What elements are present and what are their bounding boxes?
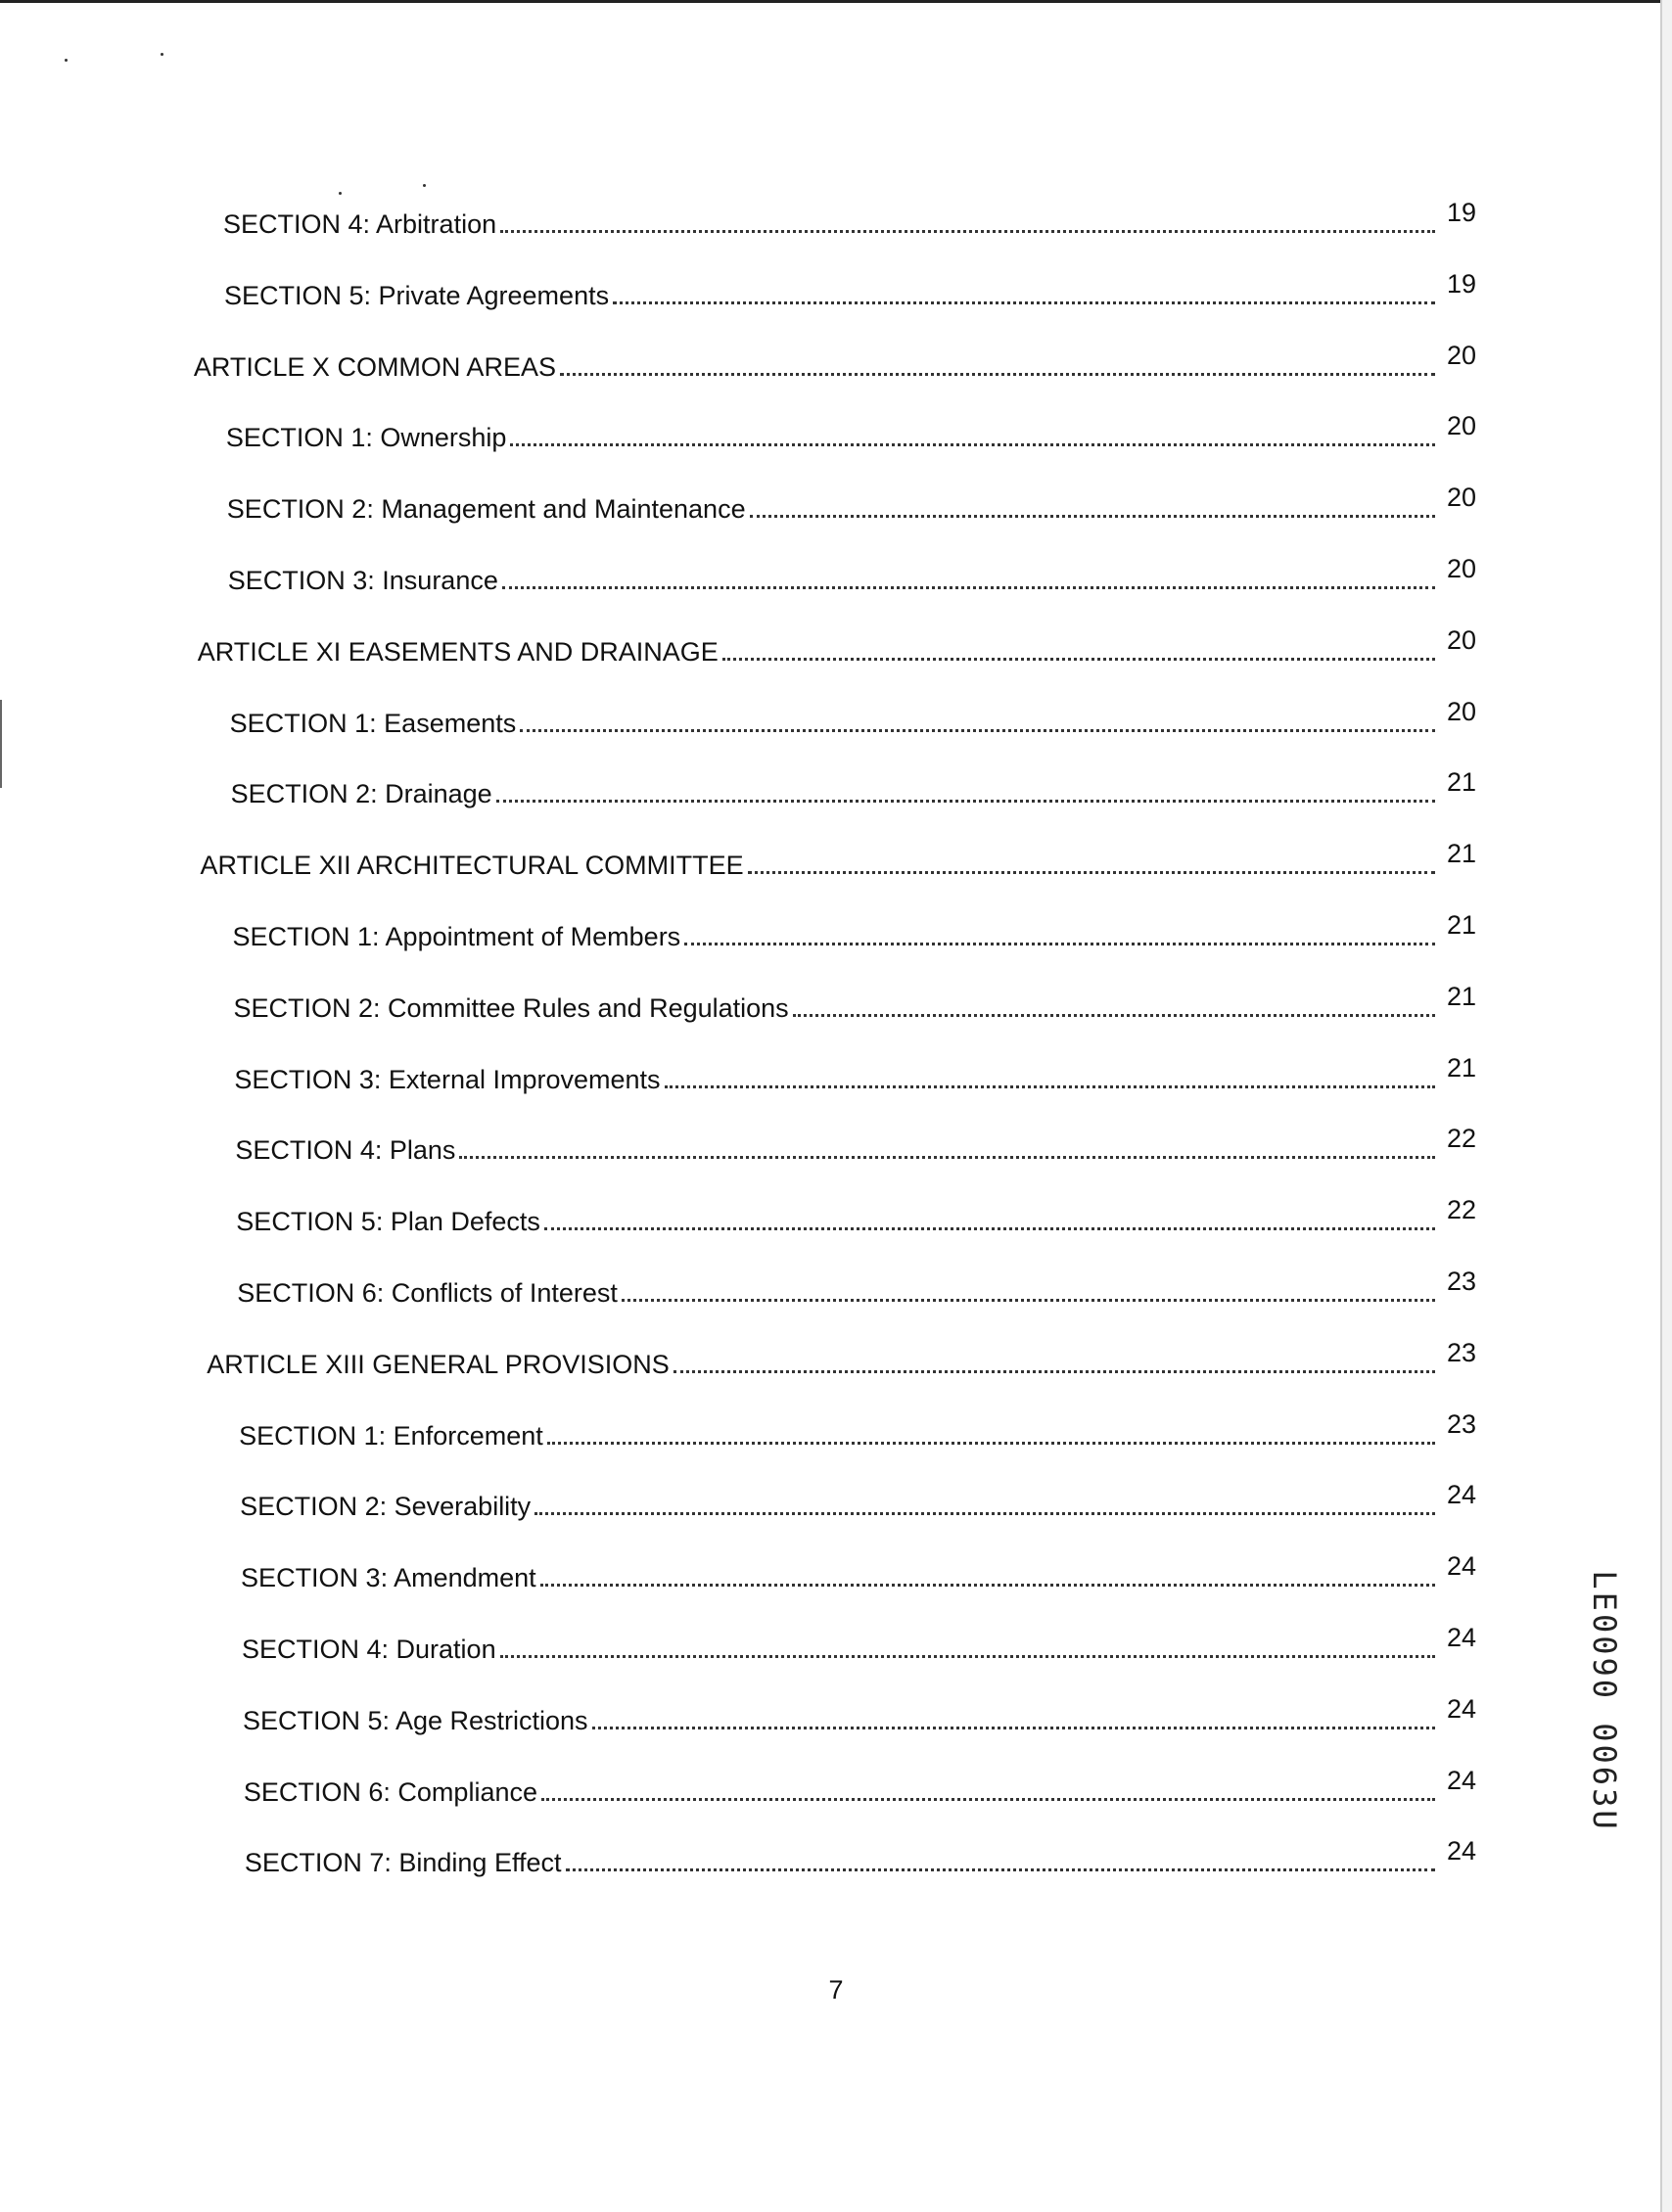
toc-entry-page: 24 [1446,1551,1476,1582]
toc-entry-title: SECTION 3: Insurance [227,566,498,595]
toc-entry-page: 23 [1446,1267,1476,1296]
toc-leader-dots [665,1085,1435,1088]
toc-entry [225,411,1476,453]
toc-entry-page: 20 [1446,483,1476,513]
toc-leader-dots [592,1727,1435,1729]
toc-leader-dots [459,1156,1435,1159]
toc-leader-dots [622,1299,1435,1302]
toc-entry [241,1551,1476,1593]
toc-entry-page: 20 [1446,554,1476,583]
toc-entry-page: 20 [1446,624,1476,655]
toc-entry-page: 22 [1446,1195,1476,1225]
toc-entry-page: 19 [1446,268,1476,299]
bates-stamp [1580,1564,1629,1838]
toc-entry-page: 24 [1446,1623,1476,1652]
toc-entry-title: SECTION 6: Compliance [243,1776,537,1807]
toc-entry [232,910,1477,952]
toc-entry-page: 21 [1446,767,1476,798]
toc-leader-dots [496,800,1435,803]
toc-entry-page: 24 [1446,1693,1476,1724]
toc-entry-page: 21 [1446,981,1476,1011]
toc-leader-dots [673,1370,1435,1373]
toc-entry-title: ARTICLE XIII GENERAL PROVISIONS [207,1349,670,1379]
toc-entry-page: 22 [1446,1124,1476,1154]
toc-leader-dots [520,729,1435,732]
toc-entry [240,1480,1476,1522]
toc-entry [229,696,1476,739]
toc-leader-dots [502,586,1435,589]
toc-entry-title: SECTION 2: Drainage [230,779,492,809]
toc-entry-title: SECTION 3: External Improvements [234,1064,661,1094]
toc-entry-title: ARTICLE X COMMON AREAS [193,351,556,382]
toc-entry-title: SECTION 2: Committee Rules and Regulations [233,992,789,1023]
toc-entry-title: SECTION 4: Plans [235,1135,456,1166]
toc-entry-title: ARTICLE XII ARCHITECTURAL COMMITTEE [200,851,744,881]
toc-leader-dots [547,1442,1435,1445]
toc-entry-title: SECTION 5: Age Restrictions [242,1705,588,1735]
toc-entry-title: SECTION 5: Plan Defects [236,1207,540,1237]
toc-entry-page: 20 [1446,340,1476,370]
toc-entry [233,981,1476,1024]
toc-entry [235,1124,1476,1166]
toc-entry-title: SECTION 7: Binding Effect [244,1848,562,1878]
toc-entry-title: SECTION 2: Management and Maintenance [226,494,746,525]
toc-entry-title: SECTION 3: Amendment [241,1563,536,1593]
toc-leader-dots [613,301,1435,304]
toc-entry [242,1693,1476,1736]
toc-entry-page: 24 [1446,1836,1476,1866]
toc-entry-page: 24 [1446,1765,1476,1795]
toc-entry [243,1765,1476,1808]
toc-leader-dots [560,373,1435,376]
toc-entry-page: 24 [1446,1480,1476,1510]
toc-leader-dots [566,1868,1435,1871]
toc-leader-dots [500,1655,1435,1658]
toc-entry [207,1337,1476,1380]
toc-entry [197,624,1476,668]
toc-entry [227,485,1476,525]
toc-entry-page: 20 [1446,696,1476,726]
toc-entry-page: 21 [1446,839,1476,869]
toc-leader-dots [722,658,1435,661]
toc-leader-dots [684,943,1435,945]
toc-entry [234,1052,1476,1095]
toc-entry-title: SECTION 1: Easements [229,708,517,738]
toc-entry-title: SECTION 6: Conflicts of Interest [237,1278,618,1308]
toc-entry-page: 20 [1446,411,1476,441]
toc-entry-title: SECTION 2: Severability [240,1492,532,1522]
toc-leader-dots [534,1512,1435,1515]
toc-leader-dots [750,515,1435,518]
toc-entry-title: SECTION 1: Appointment of Members [232,922,681,951]
toc-entry [227,554,1476,596]
toc-entry-page: 23 [1446,1337,1476,1367]
toc-entry [236,1195,1476,1237]
toc-entry-title: SECTION 5: Private Agreements [223,280,610,310]
toc-leader-dots [540,1584,1435,1587]
toc-entry [200,839,1476,881]
page-number: 7 [828,1975,844,2005]
toc-entry-page: 19 [1446,198,1476,227]
toc-entry [237,1269,1476,1309]
bates-stamp-text: LE0090 0063U [1586,1570,1623,1832]
toc-entry [244,1836,1476,1878]
toc-entry [223,198,1476,240]
toc-leader-dots [748,871,1435,874]
toc-entry [230,767,1476,809]
toc-entry [223,268,1476,311]
toc-leader-dots [541,1798,1435,1801]
toc-entry-title: SECTION 1: Ownership [225,423,507,453]
toc-entry [193,340,1476,383]
toc-leader-dots [500,230,1435,233]
toc-entry-title: ARTICLE XI EASEMENTS AND DRAINAGE [197,636,719,667]
toc-entry-title: SECTION 4: Duration [242,1635,496,1664]
toc-entry-page: 23 [1446,1408,1476,1439]
toc-leader-dots [544,1227,1435,1230]
toc-entry [242,1623,1476,1665]
toc-entry-title: SECTION 1: Enforcement [239,1420,543,1451]
toc-entry-page: 21 [1446,1052,1476,1083]
toc-leader-dots [793,1014,1435,1017]
toc-entry-title: SECTION 4: Arbitration [223,209,497,239]
toc-leader-dots [510,443,1435,446]
toc-entry-page: 21 [1446,910,1476,940]
toc-entry [239,1408,1476,1452]
